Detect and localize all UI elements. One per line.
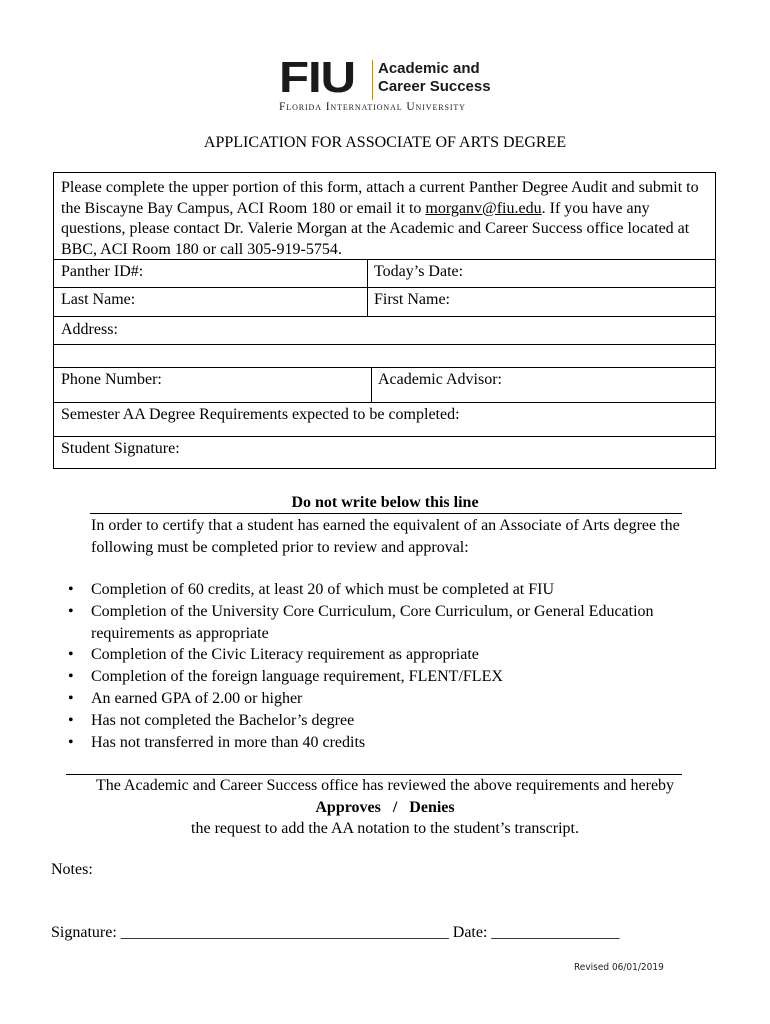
- bullet-icon: •: [68, 689, 74, 707]
- signature-date-line[interactable]: Signature: _________________________________________ Date: ________________: [51, 924, 620, 941]
- academic-advisor-field[interactable]: Academic Advisor:: [378, 371, 502, 388]
- row-divider: [54, 287, 715, 288]
- requirement-text: Completion of the Civic Literacy requirement as appropriate: [91, 646, 479, 664]
- instructions-text-end: . If you have any questions, please contact Dr. Valerie Morgan at the Academic and Career Success office located at BBC, ACI Room 180 or call 305-919-5754.: [61, 199, 690, 258]
- address-field[interactable]: Address:: [61, 321, 118, 338]
- column-divider: [371, 367, 372, 402]
- last-name-field[interactable]: Last Name:: [61, 291, 136, 308]
- logo-department-line1: Academic and: [378, 60, 480, 77]
- list-item: [64, 688, 684, 710]
- row-divider: [54, 259, 715, 260]
- row-divider: [54, 402, 715, 403]
- phone-number-field[interactable]: Phone Number:: [61, 371, 162, 388]
- logo-divider: [372, 60, 373, 100]
- list-item: [64, 666, 684, 688]
- requirement-text: An earned GPA of 2.00 or higher: [91, 689, 303, 707]
- review-statement: The Academic and Career Success office has reviewed the above requirements and hereby: [95, 777, 675, 794]
- todays-date-field[interactable]: Today’s Date:: [374, 263, 464, 280]
- bullet-icon: •: [68, 668, 74, 686]
- list-item: [64, 601, 684, 645]
- row-divider: [54, 316, 715, 317]
- bullet-icon: •: [68, 646, 74, 664]
- divider-line: [90, 513, 682, 514]
- bullet-icon: •: [68, 711, 74, 729]
- list-item: [64, 710, 684, 732]
- instructions-text-start: Please complete the upper portion of this form, attach a current Panther Degree Audit and submit to the Biscayne Bay Campus, ACI Room 180 or email it to: [61, 179, 699, 217]
- requirement-text: Completion of the foreign language requirement, FLENT/FLEX: [91, 668, 503, 686]
- row-divider: [54, 344, 715, 345]
- list-item: [64, 579, 684, 601]
- requirement-text: Has not transferred in more than 40 credits: [91, 733, 366, 751]
- bullet-icon: •: [68, 733, 74, 751]
- first-name-field[interactable]: First Name:: [374, 291, 450, 308]
- email-link[interactable]: morganv@fiu.edu: [425, 199, 542, 217]
- requirement-text: Has not completed the Bachelor’s degree: [91, 711, 355, 729]
- requirements-list: [64, 579, 684, 753]
- row-divider: [54, 436, 715, 437]
- approve-deny-choice[interactable]: Approves / Denies: [315, 799, 455, 816]
- revision-date: Revised 06/01/2019: [574, 962, 664, 973]
- fiu-logo: [279, 53, 519, 114]
- bullet-icon: •: [68, 581, 74, 598]
- divider-line: [66, 774, 682, 775]
- fiu-logo-mark: FIU: [279, 53, 356, 102]
- page-title: APPLICATION FOR ASSOCIATE OF ARTS DEGREE: [203, 134, 567, 151]
- requirement-text: Completion of 60 credits, at least 20 of which must be completed at FIU: [91, 581, 555, 598]
- logo-university-name: Florida International University: [279, 101, 466, 113]
- list-item: [64, 644, 684, 666]
- do-not-write-heading: Do not write below this line: [291, 494, 479, 511]
- semester-requirements-field[interactable]: Semester AA Degree Requirements expected to be completed:: [61, 406, 460, 423]
- requirement-text: Completion of the University Core Curriculum, Core Curriculum, or General Education requirements as appropriate: [91, 602, 654, 642]
- student-signature-field[interactable]: Student Signature:: [61, 440, 180, 457]
- logo-department-line2: Career Success: [378, 78, 491, 95]
- certification-intro: In order to certify that a student has earned the equivalent of an Associate of Arts degree the following must be completed prior to review and approval:: [91, 517, 680, 556]
- form-instructions: [61, 178, 711, 260]
- row-divider: [54, 367, 715, 368]
- bullet-icon: •: [68, 602, 74, 620]
- notes-field[interactable]: Notes:: [51, 861, 93, 878]
- student-form-box: [53, 172, 716, 469]
- list-item: [64, 732, 684, 754]
- panther-id-field[interactable]: Panther ID#:: [61, 263, 144, 280]
- request-statement: the request to add the AA notation to the student’s transcript.: [191, 820, 579, 837]
